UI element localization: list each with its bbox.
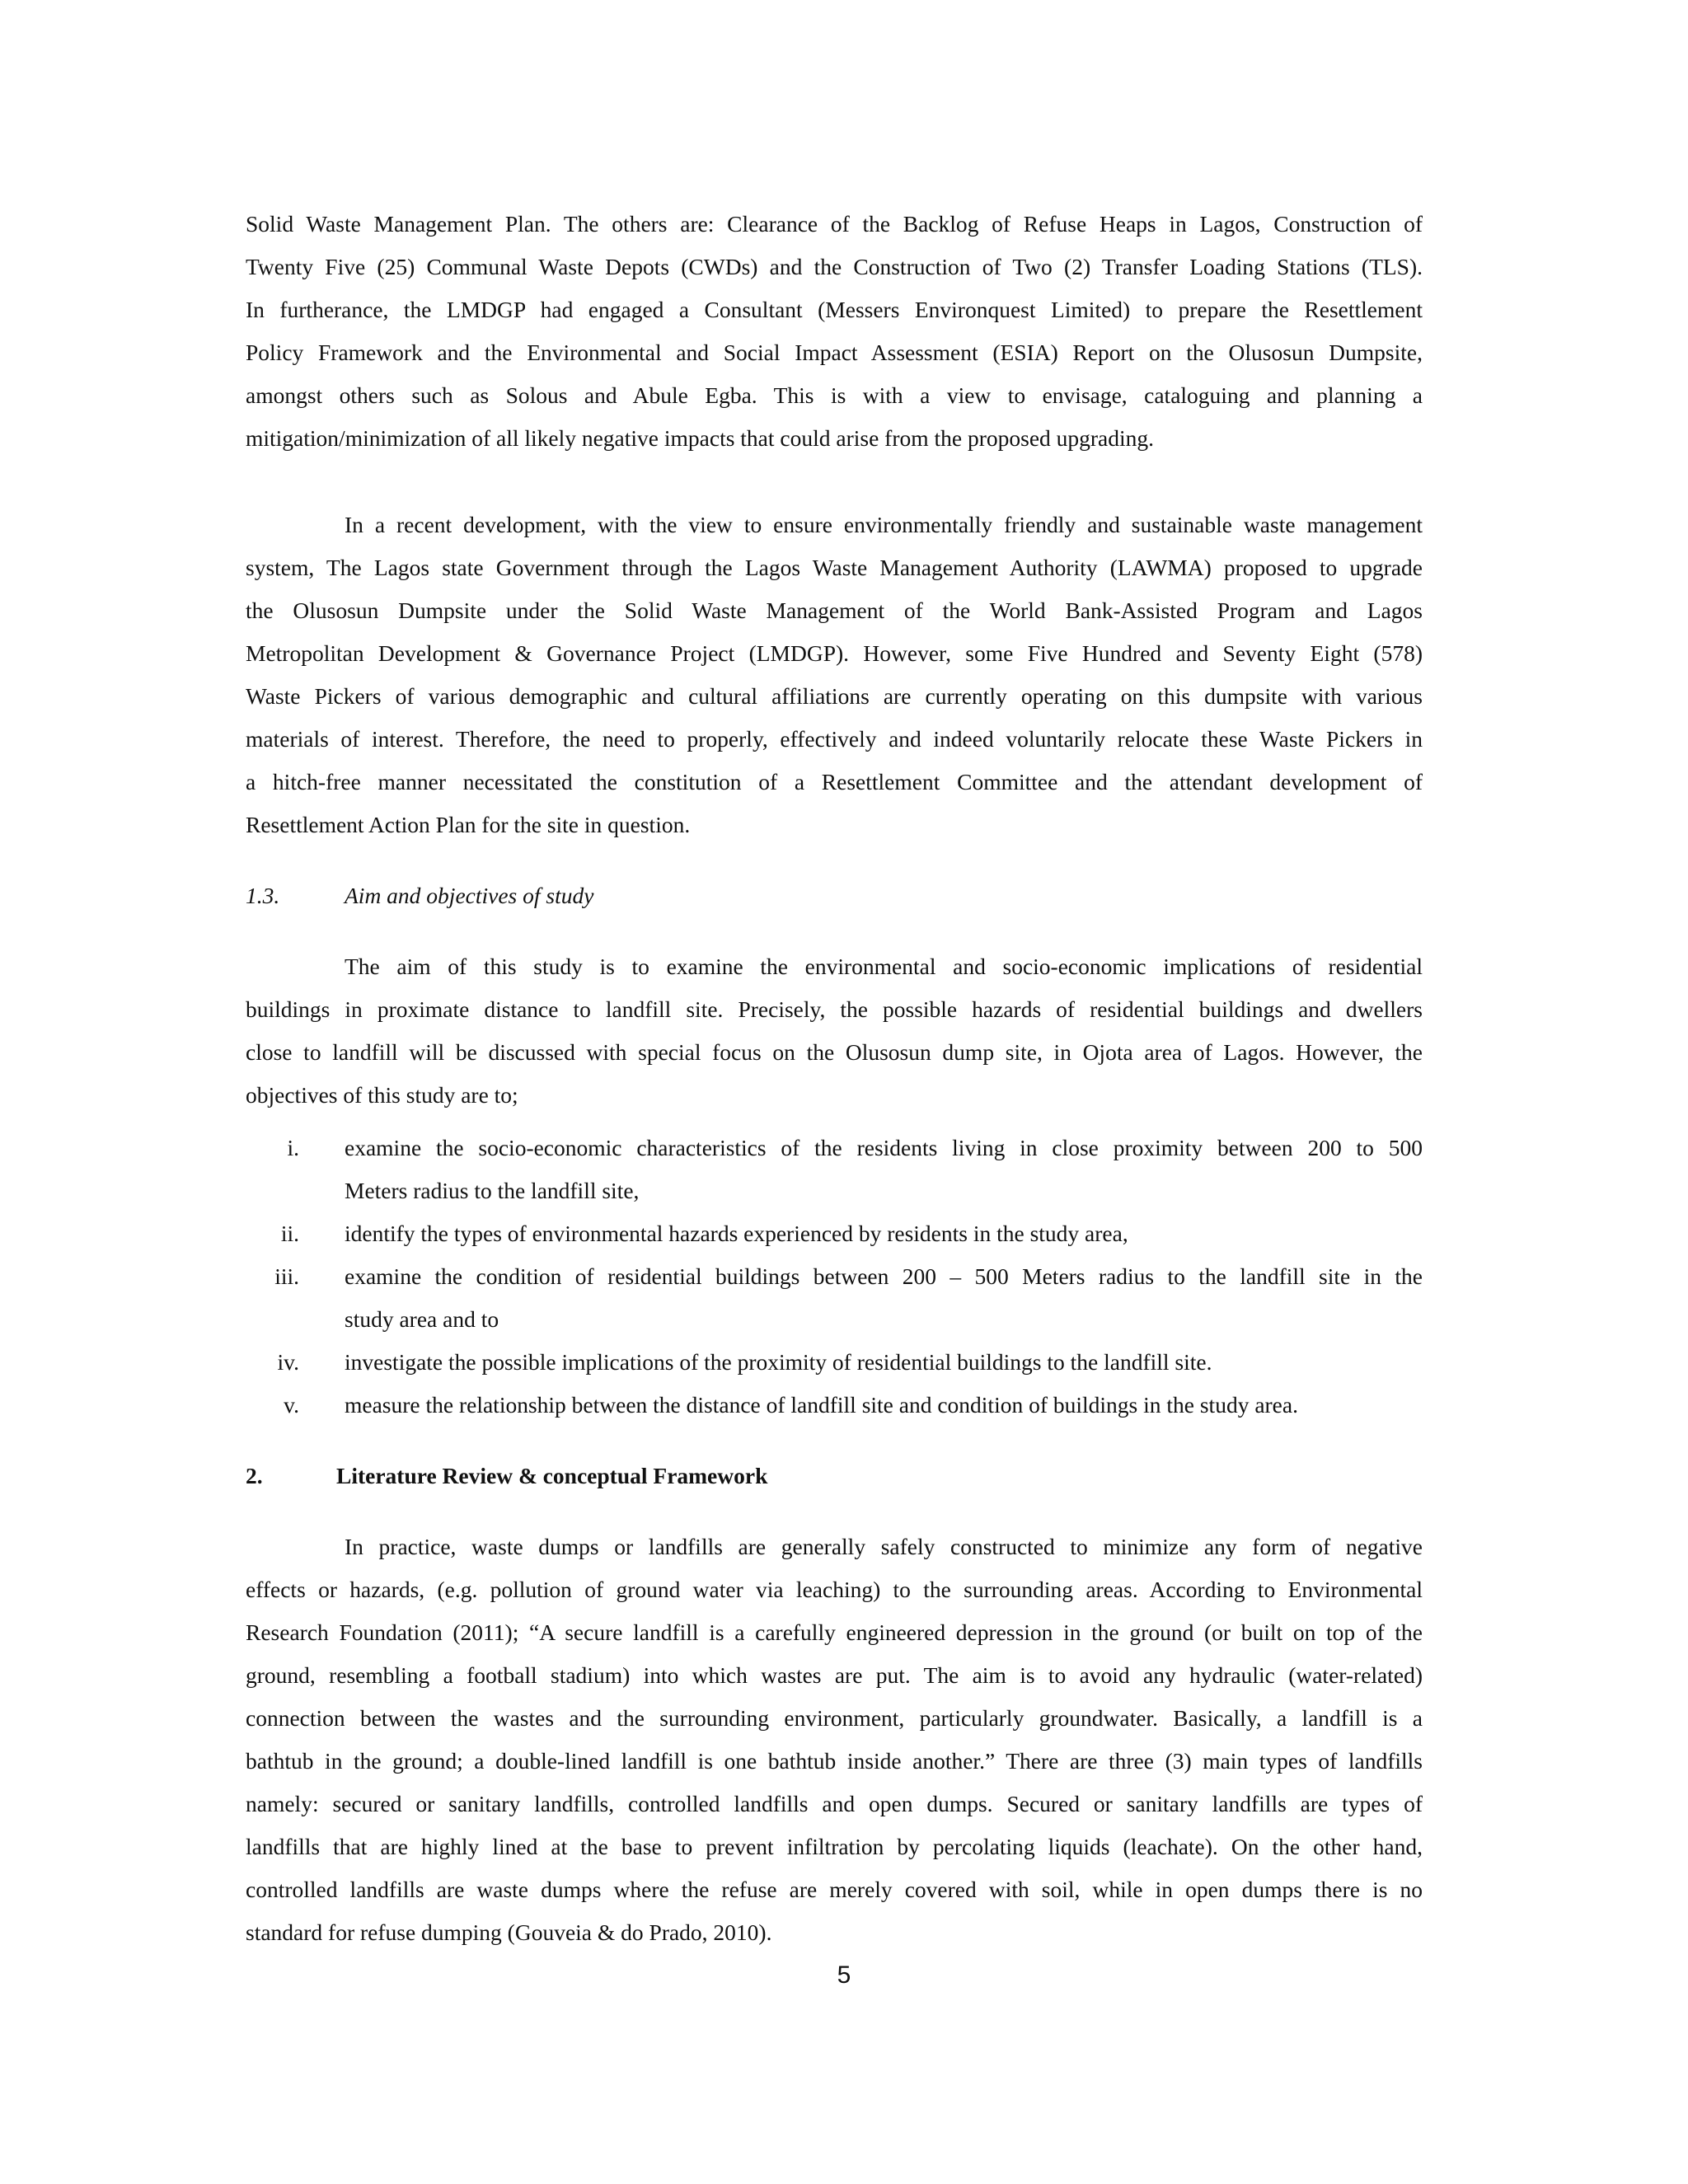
text-line: In a recent development, with the view to ensure environmentally friendly and sustainable waste management [345, 512, 1423, 537]
section-heading-1-3 [246, 874, 1423, 917]
section-number: 2. [246, 1463, 263, 1488]
list-marker: v. [284, 1392, 299, 1418]
list-marker: iii. [274, 1263, 299, 1289]
text-line: mitigation/minimization of all likely negative impacts that could arise from the proposed upgrading. [246, 425, 1155, 451]
text-line: Research Foundation (2011); “A secure landfill is a carefully engineered depression in the ground (or built on top of the [246, 1619, 1423, 1645]
text-line: the Olusosun Dumpsite under the Solid Waste Management of the World Bank-Assisted Program and Lagos [246, 598, 1423, 623]
text-line: bathtub in the ground; a double-lined landfill is one bathtub inside another.” There are three (3) main types of landfills [246, 1748, 1423, 1774]
text-line: Solid Waste Management Plan. The others are: Clearance of the Backlog of Refuse Heaps in Lagos, Construction of [246, 211, 1423, 237]
text-line: In practice, waste dumps or landfills are generally safely constructed to minimize any form of negative [345, 1534, 1423, 1559]
text-line: Twenty Five (25) Communal Waste Depots (CWDs) and the Construction of Two (2) Transfer Loading Stations (TLS). [246, 254, 1423, 279]
text-line: investigate the possible implications of the proximity of residential buildings to the landfill site. [345, 1349, 1212, 1375]
paragraph-spacer [246, 846, 1423, 874]
text-line: amongst others such as Solous and Abule Egba. This is with a view to envisage, cataloguing and planning a [246, 382, 1423, 408]
text-line: materials of interest. Therefore, the need to properly, effectively and indeed voluntarily relocate these Waste Pickers in [246, 726, 1423, 752]
list-item [246, 1384, 1423, 1427]
text-line: In furtherance, the LMDGP had engaged a Consultant (Messers Environquest Limited) to prepare the Resettlement [246, 297, 1423, 322]
text-line: ground, resembling a football stadium) into which wastes are put. The aim is to avoid any hydraulic (water-related) [246, 1662, 1423, 1688]
paragraph-spacer [246, 1497, 1423, 1526]
section-number: 1.3. [246, 883, 280, 908]
list-item [246, 1212, 1423, 1255]
text-line: Waste Pickers of various demographic and cultural affiliations are currently operating on this dumpsite with various [246, 683, 1423, 709]
list-spacer [246, 1117, 1423, 1127]
text-line: connection between the wastes and the surrounding environment, particularly groundwater. Basically, a landfill is a [246, 1705, 1423, 1731]
text-line: measure the relationship between the distance of landfill site and condition of buildings in the study area. [345, 1392, 1298, 1418]
section-title: Literature Review & conceptual Framework [336, 1463, 768, 1488]
text-line: Policy Framework and the Environmental and Social Impact Assessment (ESIA) Report on the Olusosun Dumpsite, [246, 340, 1423, 365]
paragraph-spacer [246, 460, 1423, 504]
page-content [246, 203, 1423, 1954]
text-line: namely: secured or sanitary landfills, controlled landfills and open dumps. Secured or sanitary landfills are types of [246, 1791, 1423, 1816]
section-heading-2 [246, 1455, 1423, 1497]
list-marker: i. [287, 1135, 299, 1160]
text-line: objectives of this study are to; [246, 1082, 518, 1108]
text-line: Meters radius to the landfill site, [345, 1178, 640, 1203]
text-line: close to landfill will be discussed with special focus on the Olusosun dump site, in Ojota area of Lagos. However, the [246, 1039, 1423, 1065]
list-marker: iv. [277, 1349, 299, 1375]
text-line: Metropolitan Development & Governance Project (LMDGP). However, some Five Hundred and Seventy Eight (578) [246, 640, 1423, 666]
list-item [246, 1341, 1423, 1384]
text-line: Resettlement Action Plan for the site in question. [246, 812, 691, 837]
paragraph-4 [246, 1526, 1423, 1954]
text-line: study area and to [345, 1306, 499, 1332]
text-line: standard for refuse dumping (Gouveia & do Prado, 2010). [246, 1919, 772, 1945]
paragraph-3 [246, 945, 1423, 1117]
paragraph-1 [246, 203, 1423, 460]
text-line: examine the condition of residential buildings between 200 – 500 Meters radius to the landfill site in the [345, 1263, 1423, 1289]
paragraph-2 [246, 504, 1423, 846]
section-title: Aim and objectives of study [345, 883, 594, 908]
paragraph-spacer [246, 1427, 1423, 1455]
text-line: system, The Lagos state Government through the Lagos Waste Management Authority (LAWMA) proposed to upgrade [246, 555, 1423, 580]
list-marker: ii. [280, 1221, 299, 1246]
text-line: identify the types of environmental hazards experienced by residents in the study area, [345, 1221, 1128, 1246]
text-line: buildings in proximate distance to landfill site. Precisely, the possible hazards of residential buildings and dwellers [246, 996, 1423, 1022]
text-line: controlled landfills are waste dumps where the refuse are merely covered with soil, while in open dumps there is no [246, 1877, 1423, 1902]
text-line: The aim of this study is to examine the environmental and socio-economic implications of residential [345, 954, 1423, 979]
text-line: effects or hazards, (e.g. pollution of ground water via leaching) to the surrounding areas. According to Environmental [246, 1577, 1423, 1602]
list-item [246, 1255, 1423, 1341]
page-number: 5 [837, 1961, 851, 1989]
paragraph-spacer [246, 917, 1423, 945]
text-line: examine the socio-economic characteristics of the residents living in close proximity between 200 to 500 [345, 1135, 1423, 1160]
text-line: a hitch-free manner necessitated the constitution of a Resettlement Committee and the attendant development of [246, 769, 1423, 794]
objectives-list [246, 1127, 1423, 1427]
text-line: landfills that are highly lined at the base to prevent infiltration by percolating liquids (leachate). On the other hand, [246, 1834, 1423, 1859]
list-item [246, 1127, 1423, 1212]
